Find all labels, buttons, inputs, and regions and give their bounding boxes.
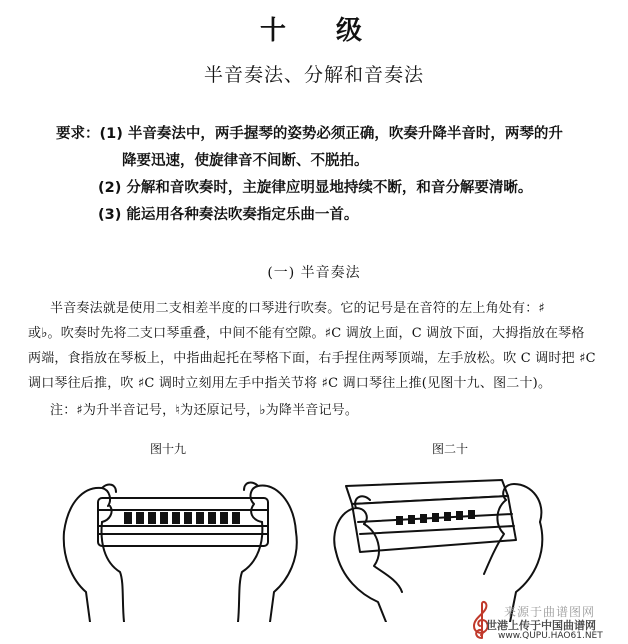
figure-19-illustration <box>50 462 310 622</box>
paragraph-line-2: 或♭。吹奏时先将二支口琴重叠，中间不能有空隙。♯C 调放上面，C 调放下面，大拇指放在琴格 <box>28 326 585 341</box>
level-title-char-2: 级 <box>336 16 369 46</box>
figure-20-label: 图二十 <box>432 442 469 456</box>
watermark-line-1: 来源于曲谱图网 <box>504 605 596 619</box>
level-title <box>0 10 628 47</box>
chapter-subtitle: 半音奏法、分解和音奏法 <box>203 64 424 86</box>
paragraph-line-3: 两端，食指放在琴板上，中指曲起托在琴格下面，右手捏住两琴顶端，左手放松。吹 C 调时把 ♯C <box>28 351 596 366</box>
paragraph-line-1: 半音奏法就是使用二支相差半度的口琴进行吹奏。它的记号是在音符的左上角处有：♯ <box>50 301 545 316</box>
requirement-line-4: (3) 能运用各种奏法吹奏指定乐曲一首。 <box>98 207 359 223</box>
figure-19-label: 图十九 <box>150 442 187 456</box>
section-title: (一) 半音奏法 <box>267 265 361 281</box>
watermark-line-2: 世港上传于中国曲谱网 <box>486 619 596 632</box>
figure-20-illustration <box>326 462 556 622</box>
requirement-line-3: (2) 分解和音吹奏时，主旋律应明显地持续不断，和音分解要清晰。 <box>98 180 533 196</box>
watermark-line-3: www.QUPU.HAO61.NET <box>498 631 603 641</box>
footnote: 注：♯为升半音记号，♮为还原记号，♭为降半音记号。 <box>50 403 359 418</box>
requirement-line-1: 要求：(1) 半音奏法中，两手握琴的姿势必须正确，吹奏升降半音时，两琴的升 <box>56 126 563 142</box>
paragraph-line-4: 调口琴往后推，吹 ♯C 调时立刻用左手中指关节将 ♯C 调口琴往上推(见图十九、图二十)。 <box>28 376 552 391</box>
level-title-char-1: 十 <box>259 16 292 46</box>
requirement-line-2: 降要迅速，使旋律音不间断、不脱拍。 <box>122 153 369 169</box>
